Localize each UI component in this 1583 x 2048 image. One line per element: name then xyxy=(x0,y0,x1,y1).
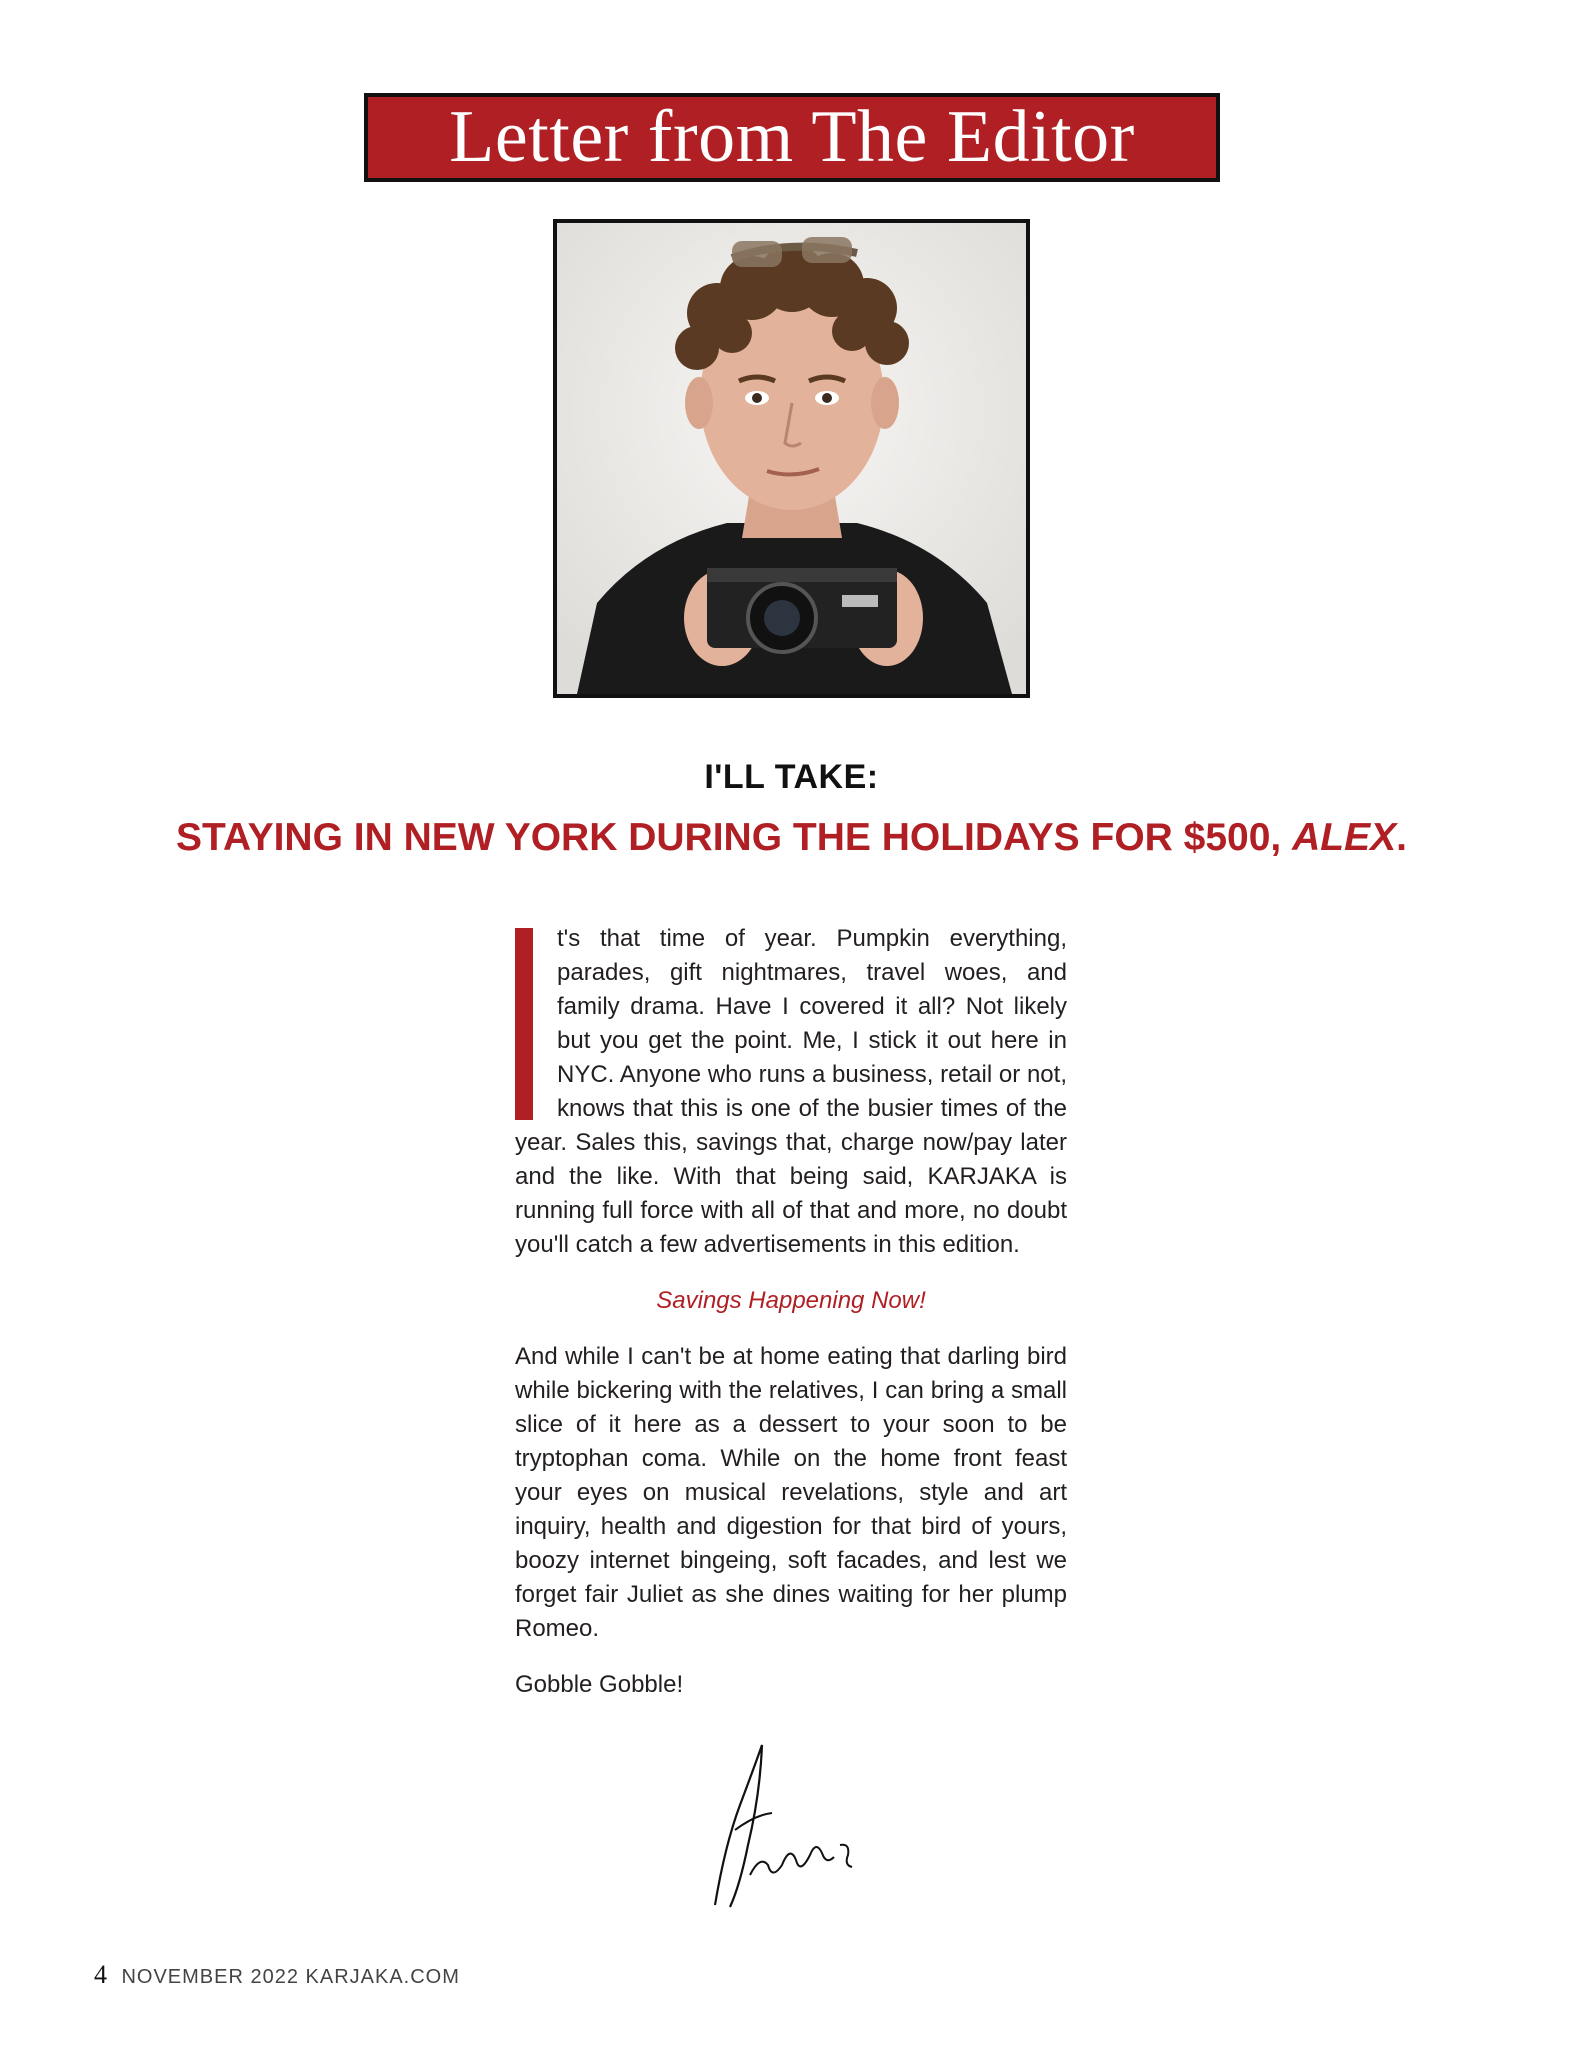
headline-end: . xyxy=(1396,816,1407,859)
letter-body xyxy=(515,922,1067,1702)
drop-cap xyxy=(515,928,533,1120)
letter-signoff: Gobble Gobble! xyxy=(515,1671,684,1698)
savings-callout: Savings Happening Now! xyxy=(656,1287,926,1314)
page-number: 4 xyxy=(94,1960,107,1989)
editor-portrait-icon xyxy=(557,223,1026,694)
issue-label: NOVEMBER 2022 KARJAKA.COM xyxy=(121,1966,460,1988)
signature-icon xyxy=(700,1735,870,1915)
headline-main xyxy=(0,816,1583,860)
headline-main-text: STAYING IN NEW YORK DURING THE HOLIDAYS FOR $500, xyxy=(176,816,1293,859)
letter-paragraph-2: And while I can't be at home eating that darling bird while bickering with the relatives, I can bring a small slice of it here as a dessert to your soon to be tryptophan coma. While on the home front feast your eyes on musical revelations, style and art inquiry, health and digestion for that bird of yours, boozy internet bingeing, soft facades, and lest we forget fair Juliet as she dines waiting for her plump Romeo. xyxy=(515,1343,1067,1642)
signature xyxy=(700,1735,870,1915)
masthead-title: Letter from The Editor xyxy=(364,93,1220,182)
letter-paragraph-1-text: t's that time of year. Pumpkin everything, parades, gift nightmares, travel woes, and family drama. Have I covered it all? Not likely but you get the point. Me, I stick it out here in NYC. Anyone who runs a business, retail or not, knows that this is one of the busier times of the year. Sales this, savings that, charge now/pay later and the like. With that being said, KARJAKA is running full force with all of that and more, no doubt you'll catch a few advertisements in this edition. xyxy=(515,925,1067,1258)
headline-kicker: I'LL TAKE: xyxy=(704,758,879,796)
headline-emphasis: ALEX xyxy=(1292,816,1397,859)
page-footer xyxy=(94,1960,460,1990)
letter-paragraph-1 xyxy=(515,922,1067,1262)
editor-portrait xyxy=(553,219,1030,698)
drop-cap-letter xyxy=(515,928,516,929)
